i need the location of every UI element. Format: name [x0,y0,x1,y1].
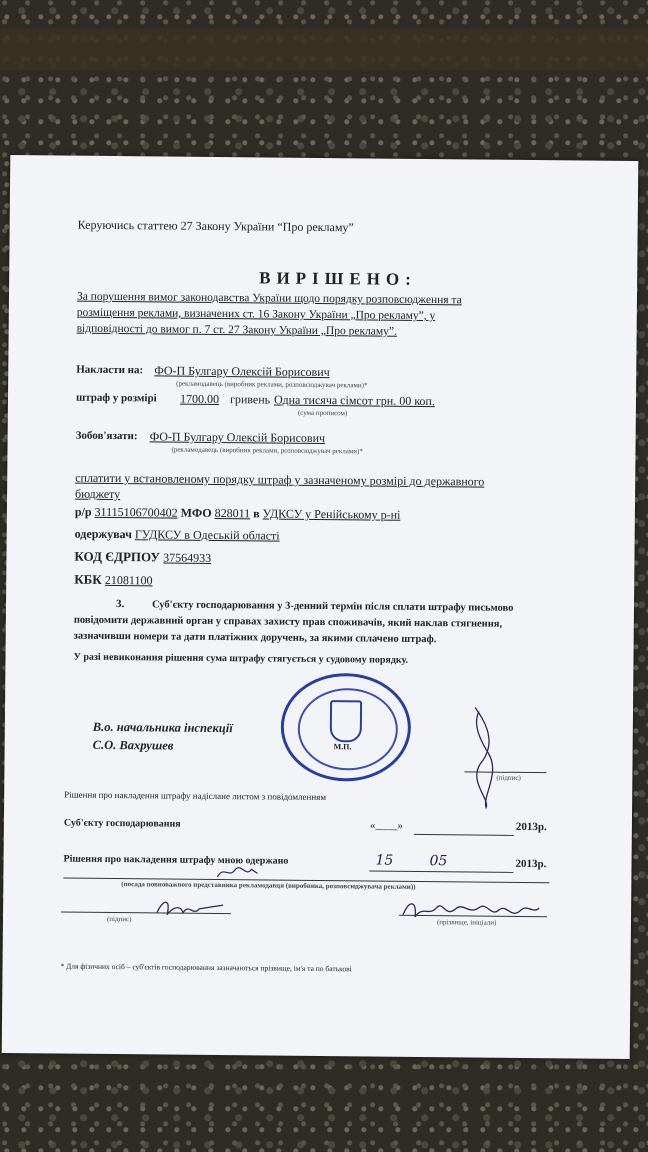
signatory-title: В.о. начальника інспекції [92,719,233,736]
official-stamp [280,673,411,782]
clause-3-line-3: зазначивши номери та дати платіжних доручень, за якими сплачено штраф. [73,630,437,646]
received-month: 05 [429,853,448,870]
recipient-label: одержувач [74,526,132,542]
pay-line-1: сплатити у встановленому порядку штраф у зазначеному розмірі до державного [75,470,485,489]
impose-label: Накласти на: [76,363,144,377]
oblige-name-hint: (рекламодавець (виробник реклами, розповсюджувач реклами)* [171,445,363,456]
sign-hint: (підпис) [496,773,521,782]
signatory-name: С.О. Вахрушев [92,737,174,753]
recipient-line [75,527,280,544]
in-label: в [253,506,260,521]
pay-line-2: бюджету [75,486,121,502]
intro-text: Керуючись статтею 27 Закону України “Про рекламу” [77,217,354,235]
entity-date-line [414,834,514,836]
decision-document [2,155,639,1059]
received-label: Рішення про накладення штрафу мною одержано [63,853,289,867]
kbk-line [74,572,152,589]
bank-line [75,505,401,523]
entity-label: Суб'єкту господарювання [63,817,181,830]
violation-line-2: розміщення реклами, визначених ст. 16 Закону України „Про рекламу”, у [76,306,436,323]
recipient-signature-icon [153,894,227,921]
signature-scribble-icon [466,703,507,811]
recipient-sign-hint: (підпис) [106,914,132,924]
received-year: 2013р. [515,857,547,871]
fine-label: штраф у розмірі [75,391,157,405]
violation-line-1: За порушення вимог законодавства України щодо порядку розповсюдження та [76,290,462,307]
account-label: р/р [74,504,92,519]
entity-date-open: «____» [369,819,403,832]
edrpou-label: КОД ЄДРПОУ [74,548,161,565]
non-payment-note: У разі невиконання рішення сума штрафу стягується у судовому порядку. [73,651,409,666]
received-date-line [369,870,513,872]
position-note: (посада повноважного представника рекламодавця (виробника, розповсюджувача реклами)) [121,880,416,891]
trident-crest-icon [330,700,362,742]
clause-3-line-1: Суб'єкту господарювання у 3-денний термін після сплати штрафу письмово [151,599,514,614]
sent-note: Рішення про накладення штрафу надіслане листом з повідомленням [64,789,327,803]
account-number: 31115106700402 [94,504,178,520]
received-day: 15 [375,852,394,869]
footnote: * Для фізичних осіб – суб'єктів господарювання зазначаються прізвище, ім'я та по батькові [60,961,352,974]
fine-currency: гривень [229,392,271,407]
stamp-label: М.П. [333,742,352,752]
impose-name-hint: (рекламодавець (виробник реклами, розповсюджувач реклами)* [176,379,368,390]
edrpou-line [74,549,211,567]
clause-3-number: 3. [115,598,125,611]
kbk-number: 21081100 [104,572,153,588]
background-band [0,28,648,70]
mfo-number: 828011 [214,505,251,521]
fine-amount: 1700.00 [179,391,220,407]
recipient-sign-line [61,912,231,915]
kbk-label: КБК [74,571,102,587]
fine-words-hint: (сума прописом) [297,408,348,418]
recipient-name: ГУДКСУ в Одеській області [134,527,280,543]
oblige-label: Зобов'язати: [75,429,138,443]
document-title: ВИРІШЕНО: [259,268,417,289]
clause-3-line-2: повідомити державний орган у справах захисту прав споживачів, який наклав стягнення, [73,614,503,630]
violation-line-3: відповідності до вимог п. 7 ст. 27 Закону України „Про рекламу”. [76,322,397,338]
edrpou-number: 37564933 [163,550,212,565]
recipient-name-hint: (прізвище, ініціали) [436,918,497,927]
fine-words: Одна тисяча сімсот грн. 00 коп. [273,392,435,409]
entity-year: 2013р. [515,820,547,834]
treasury-name: УДКСУ у Ренійському р-ні [262,506,401,522]
mfo-label: МФО [180,505,212,520]
impose-name: ФО-П Булгару Олексій Борисович [154,363,330,380]
oblige-name: ФО-П Булгару Олексій Борисович [149,429,326,446]
